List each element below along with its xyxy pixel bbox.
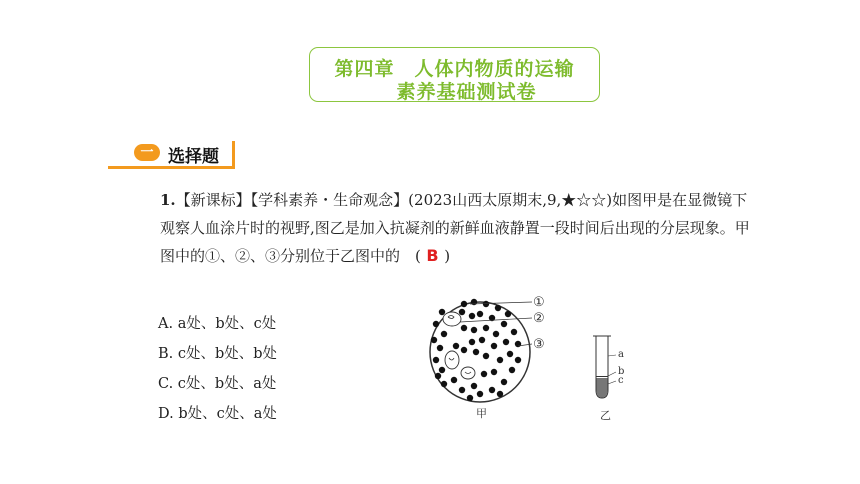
option-a[interactable]: A. a处、b处、c处 <box>158 316 277 332</box>
option-b[interactable]: B. c处、b处、b处 <box>158 346 278 362</box>
red-blood-cell <box>435 373 441 379</box>
red-blood-cell <box>489 387 495 393</box>
red-blood-cell <box>481 371 487 377</box>
red-blood-cell <box>431 337 437 343</box>
callout-3: ③ <box>533 337 545 352</box>
red-blood-cell <box>479 337 485 343</box>
red-blood-cell <box>451 377 457 383</box>
question-answer: B <box>420 246 445 265</box>
section-heading: 选择题 <box>168 147 219 167</box>
red-blood-cell <box>483 353 489 359</box>
question-number: 1. <box>160 191 176 209</box>
figure-label-jia: 甲 <box>476 407 487 420</box>
red-blood-cell <box>461 347 467 353</box>
figure-label-yi: 乙 <box>600 409 611 422</box>
callout-1: ① <box>533 295 545 310</box>
question-stem: 【新课标】【学科素养・生命观念】(2023山西太原期末,9,★☆☆)如图甲是在显微镜下观察人血涂片时的视野,图乙是加入抗凝剂的新鲜血液静置一段时间后出现的分层现象。甲图中的①、②、③分别位于乙图中的 ( <box>160 191 750 265</box>
red-blood-cell <box>495 305 501 311</box>
red-blood-cell <box>433 321 439 327</box>
red-blood-cell <box>441 381 447 387</box>
red-blood-cell <box>501 379 507 385</box>
red-blood-cell <box>491 343 497 349</box>
red-blood-cell <box>497 357 503 363</box>
red-blood-cell <box>461 325 467 331</box>
red-blood-cell <box>459 309 465 315</box>
red-blood-cell <box>477 311 483 317</box>
red-blood-cell <box>453 343 459 349</box>
red-blood-cell <box>515 341 521 347</box>
tube-label-a: a <box>618 349 624 360</box>
red-blood-cell <box>503 339 509 345</box>
option-d[interactable]: D. b处、c处、a处 <box>158 406 277 422</box>
option-c[interactable]: C. c处、b处、a处 <box>158 376 277 392</box>
red-blood-cell <box>439 309 445 315</box>
section-rightline <box>232 141 235 169</box>
red-blood-cell <box>471 383 477 389</box>
test-title: 素养基础测试卷 <box>396 81 537 103</box>
red-blood-cell <box>477 391 483 397</box>
red-blood-cell <box>433 357 439 363</box>
tube-label-c: c <box>618 375 624 386</box>
red-blood-cell <box>459 387 465 393</box>
red-blood-cell <box>473 349 479 355</box>
red-blood-cell <box>507 351 513 357</box>
red-blood-cell <box>493 331 499 337</box>
red-blood-cell <box>471 327 477 333</box>
red-blood-cell <box>439 367 445 373</box>
callout-2: ② <box>533 311 545 326</box>
section-number-badge: 一 <box>134 144 160 161</box>
red-blood-cell <box>491 369 497 375</box>
red-blood-cell <box>441 331 447 337</box>
red-blood-cell <box>469 339 475 345</box>
red-blood-cell <box>505 311 511 317</box>
red-blood-cell <box>497 391 503 397</box>
red-blood-cell <box>511 329 517 335</box>
red-blood-cell <box>509 367 515 373</box>
chapter-title-box <box>309 47 600 102</box>
red-blood-cell <box>467 395 473 401</box>
chapter-title: 第四章 人体内物质的运输 <box>334 58 575 80</box>
question-stem-end: ) <box>444 247 451 265</box>
red-blood-cell <box>469 313 475 319</box>
red-blood-cell <box>461 301 467 307</box>
question-1 <box>160 186 760 270</box>
tube-label-b: b <box>618 366 625 377</box>
red-blood-cell <box>483 301 489 307</box>
red-blood-cell <box>437 345 443 351</box>
red-blood-cell <box>483 325 489 331</box>
red-blood-cell <box>515 357 521 363</box>
red-blood-cell <box>501 321 507 327</box>
